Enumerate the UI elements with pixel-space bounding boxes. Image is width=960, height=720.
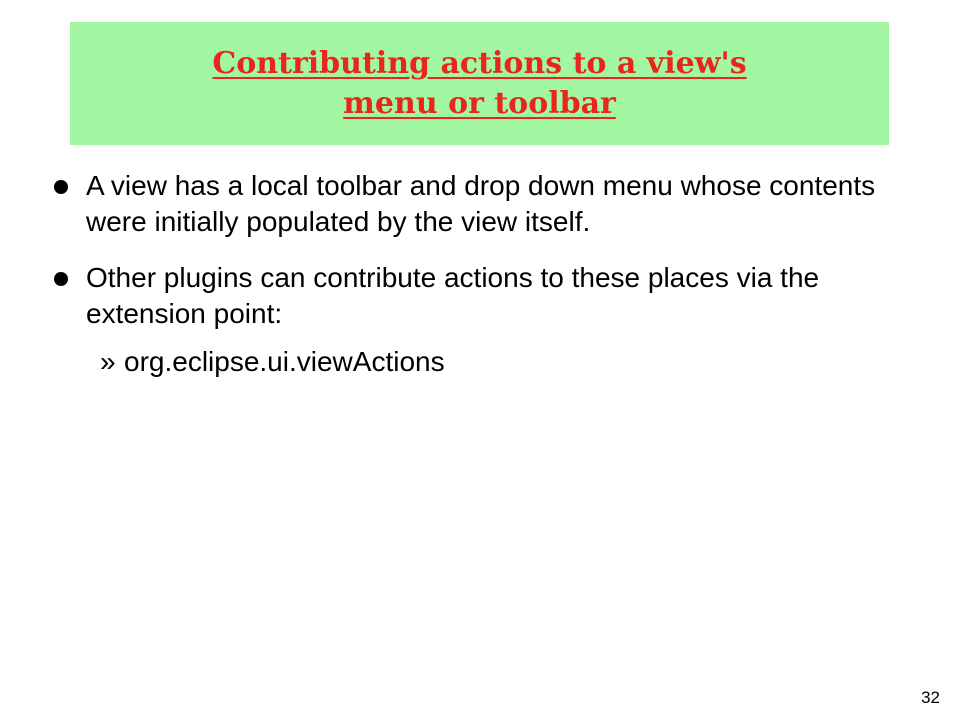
bullet-item xyxy=(50,260,890,332)
bullet-dot-icon xyxy=(54,272,68,286)
bullet-text: Other plugins can contribute actions to these places via the extension point: xyxy=(86,262,820,329)
slide-title-line-2: menu or toolbar xyxy=(343,85,616,121)
slide-body xyxy=(50,168,890,380)
sub-bullet-text: org.eclipse.ui.viewActions xyxy=(124,346,445,377)
slide-title xyxy=(212,44,746,124)
page-number: 32 xyxy=(921,688,940,707)
sub-bullet-marker: » xyxy=(100,346,116,377)
slide-title-line-1: Contributing actions to a view's xyxy=(212,45,747,81)
title-banner xyxy=(70,22,889,145)
bullet-text: A view has a local toolbar and drop down menu whose contents were initially populated by the view itself. xyxy=(86,170,876,237)
bullet-item xyxy=(50,168,890,240)
sub-bullet-item xyxy=(50,344,890,380)
bullet-dot-icon xyxy=(54,180,68,194)
